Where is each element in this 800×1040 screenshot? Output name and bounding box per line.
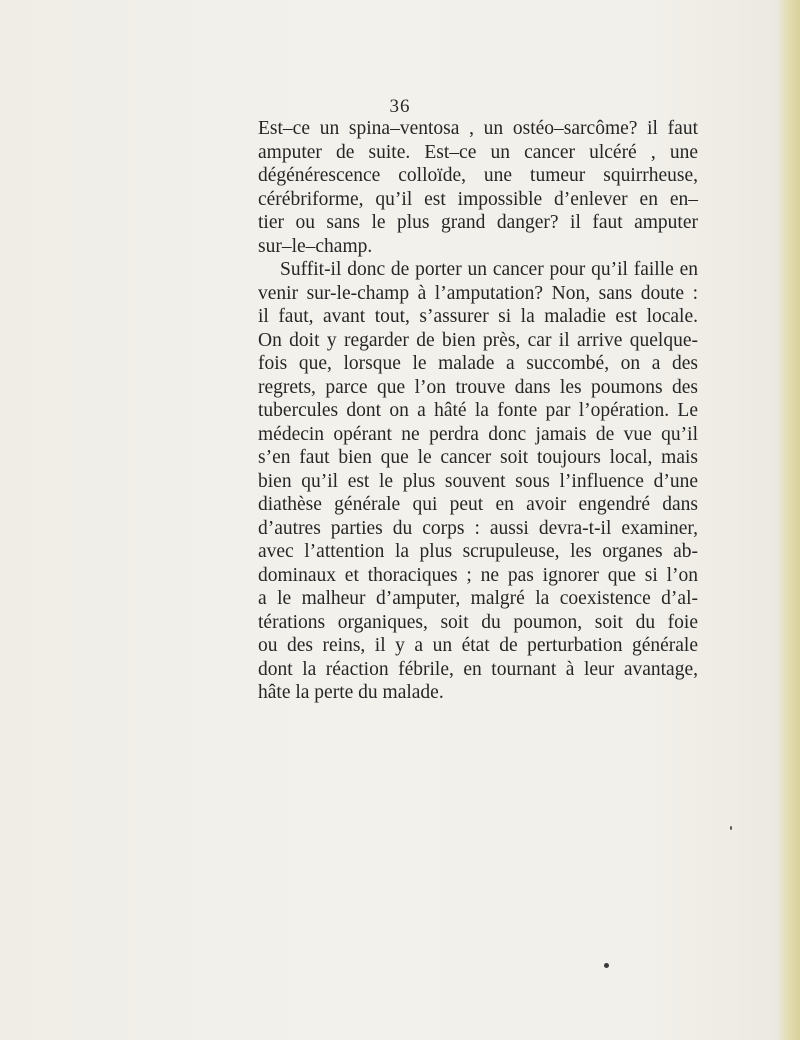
text-line: dont la réaction fébrile, en tournant à leur avantage, bbox=[258, 658, 698, 680]
page-edge-shading bbox=[778, 0, 800, 1040]
text-line: hâte la perte du malade. bbox=[258, 682, 444, 703]
text-line: Suffit-il donc de porter un cancer pour qu’il faille en bbox=[280, 259, 698, 280]
text-line: tubercules dont on a hâté la fonte par l’opération. Le bbox=[258, 400, 698, 421]
text-line: il faut, avant tout, s’assurer si la maladie est locale. bbox=[258, 306, 698, 327]
text-line: Est–ce un spina–ventosa , un ostéo–sarcôme? il faut bbox=[258, 118, 698, 139]
text-line: médecin opérant ne perdra donc jamais de vue qu’il bbox=[258, 423, 698, 445]
text-line: regrets, parce que l’on trouve dans les poumons des bbox=[258, 376, 698, 398]
text-line: a le malheur d’amputer, malgré la coexistence d’al- bbox=[258, 588, 698, 609]
ink-speck bbox=[604, 963, 609, 968]
text-line: dominaux et thoraciques ; ne pas ignorer que si l’on bbox=[258, 564, 698, 586]
text-line: térations organiques, soit du poumon, soit du foie bbox=[258, 611, 698, 633]
body-text bbox=[258, 117, 698, 705]
text-line: d’autres parties du corps : aussi devra-t-il examiner, bbox=[258, 517, 698, 539]
page-number: 36 bbox=[389, 96, 411, 117]
text-line: venir sur-le-champ à l’amputation? Non, sans doute : bbox=[258, 282, 698, 304]
text-line: On doit y regarder de bien près, car il arrive quelque- bbox=[258, 329, 698, 351]
text-line: dégénérescence colloïde, une tumeur squirrheuse, bbox=[258, 165, 698, 186]
text-line: tier ou sans le plus grand danger? il faut amputer bbox=[258, 212, 698, 233]
ink-speck bbox=[730, 826, 732, 830]
text-line: amputer de suite. Est–ce un cancer ulcéré , une bbox=[258, 141, 698, 163]
text-line: sur–le–champ. bbox=[258, 235, 373, 257]
text-line: avec l’attention la plus scrupuleuse, les organes ab- bbox=[258, 541, 698, 562]
text-line: bien qu’il est le plus souvent sous l’influence d’une bbox=[258, 470, 698, 492]
text-line: ou des reins, il y a un état de perturbation générale bbox=[258, 635, 698, 656]
text-line: diathèse générale qui peut en avoir engendré dans bbox=[258, 494, 698, 515]
text-line: s’en faut bien que le cancer soit toujours local, mais bbox=[258, 447, 698, 468]
text-line: cérébriforme, qu’il est impossible d’enlever en en– bbox=[258, 188, 698, 210]
text-line: fois que, lorsque le malade a succombé, on a des bbox=[258, 353, 698, 374]
